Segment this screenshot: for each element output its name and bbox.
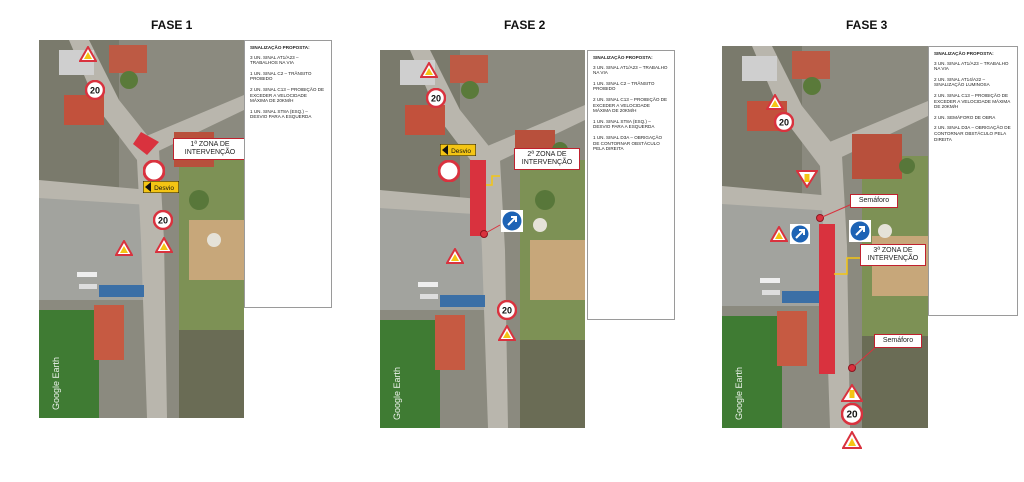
google-earth-watermark: Google Earth <box>392 366 402 420</box>
legend-item: 1 UN. SINAL ST8A (ESQ.) – DESVIO PARA A ESQUERDA <box>593 118 655 130</box>
detour-left-sign <box>143 181 179 193</box>
speed-limit-value: 20 <box>89 85 101 96</box>
intervention-area <box>819 224 835 374</box>
speed-limit-value: 20 <box>430 93 442 104</box>
speed-limit-value: 20 <box>778 117 790 128</box>
legend-item: 2 UN. SINAL D3A – OBRIGAÇÃO DE CONTORNAR OBSTÁCULO PELA DIREITA <box>934 125 1011 142</box>
speed-limit-20-sign <box>497 300 517 320</box>
roadworks-sign <box>770 226 788 242</box>
intervention-zone-callout: 2ª ZONA DE INTERVENÇÃO <box>514 148 580 170</box>
legend-box <box>244 40 332 308</box>
legend-item: 1 UN. SINAL ST8A (ESQ.) – DESVIO PARA A ESQUERDA <box>250 108 312 120</box>
traffic-light-callout: Semáforo <box>850 194 898 208</box>
speed-limit-value: 20 <box>157 215 169 226</box>
legend-item: 2 UN. SEMÁFORO DE OBRA <box>934 114 996 120</box>
traffic-light-callout: Semáforo <box>874 334 922 348</box>
traffic-light-warning-sign <box>796 170 818 188</box>
speed-limit-20-sign <box>841 403 863 425</box>
roadworks-sign <box>115 240 133 256</box>
phase-2-aerial-map <box>380 50 585 428</box>
legend-item: 3 UN. SINAL AT1/A23 – TRABALHO NA VIA <box>934 60 1009 72</box>
phase-3-title: FASE 3 <box>846 18 888 32</box>
keep-right-sign <box>501 210 523 232</box>
legend-box <box>587 50 675 320</box>
legend-box <box>928 46 1018 316</box>
phase-3-aerial-map <box>722 46 928 428</box>
legend-item: 2 UN. SINAL AT14/A22 – SINALIZAÇÃO LUMINOSA <box>934 76 990 88</box>
legend-item: 1 UN. SINAL D3A – OBRIGAÇÃO DE CONTORNAR OBSTÁCULO PELA DIREITA <box>593 134 663 152</box>
intervention-area <box>470 160 486 236</box>
keep-right-sign <box>849 220 871 242</box>
legend-item: 3 UN. SINAL AT1/A23 – TRABALHOS NA VIA <box>250 54 299 66</box>
phase-3-panel <box>722 46 1018 451</box>
roadworks-sign <box>155 237 173 253</box>
roadworks-sign <box>446 248 464 264</box>
phase-2-panel <box>380 50 675 438</box>
speed-limit-20-sign <box>426 88 446 108</box>
legend-item: 2 UN. SINAL C13 – PROIBIÇÃO DE EXCEDER A VELOCIDADE MÁXIMA DE 20KM/H <box>250 86 325 104</box>
legend-title: SINALIZAÇÃO PROPOSTA: <box>593 55 653 60</box>
google-earth-watermark: Google Earth <box>51 356 61 410</box>
roadworks-sign <box>420 62 438 78</box>
no-entry-sign <box>143 160 165 182</box>
roadworks-sign <box>498 325 516 341</box>
legend-item: 2 UN. SINAL C13 – PROIBIÇÃO DE EXCEDER A VELOCIDADE MÁXIMA DE 20KM/H <box>934 92 1011 110</box>
speed-limit-20-sign <box>85 80 105 100</box>
traffic-light-warning-sign <box>841 384 863 402</box>
roadworks-sign <box>79 46 97 62</box>
legend-item: 1 UN. SINAL C2 – TRÂNSITO PROIBIDO <box>250 70 312 82</box>
phase-1-panel <box>39 40 332 418</box>
legend-title: SINALIZAÇÃO PROPOSTA: <box>934 51 994 56</box>
google-earth-watermark: Google Earth <box>734 366 744 420</box>
speed-limit-20-sign <box>774 112 794 132</box>
legend-item: 1 UN. SINAL C2 – TRÂNSITO PROIBIDO <box>593 80 655 92</box>
speed-limit-value: 20 <box>501 305 513 316</box>
intervention-zone-callout: 1ª ZONA DE INTERVENÇÃO <box>173 138 247 160</box>
keep-right-sign <box>790 224 810 244</box>
roadworks-sign <box>766 94 784 110</box>
phase-1-title: FASE 1 <box>151 18 193 32</box>
legend-item: 2 UN. SINAL C13 – PROIBIÇÃO DE EXCEDER A VELOCIDADE MÁXIMA DE 20KM/H <box>593 96 668 114</box>
roadworks-sign <box>842 431 862 454</box>
legend-title: SINALIZAÇÃO PROPOSTA: <box>250 45 310 50</box>
detour-left-sign <box>440 144 476 156</box>
phase-1-aerial-map <box>39 40 244 418</box>
no-entry-sign <box>438 160 460 182</box>
detour-sign-label: Desvio <box>154 184 174 192</box>
speed-limit-20-sign <box>153 210 173 230</box>
intervention-zone-callout: 3ª ZONA DE INTERVENÇÃO <box>860 244 926 266</box>
legend-item: 3 UN. SINAL AT1/A23 – TRABALHO NA VIA <box>593 64 668 76</box>
detour-sign-label: Desvio <box>451 147 471 155</box>
phase-2-title: FASE 2 <box>504 18 546 32</box>
speed-limit-value: 20 <box>846 409 858 421</box>
